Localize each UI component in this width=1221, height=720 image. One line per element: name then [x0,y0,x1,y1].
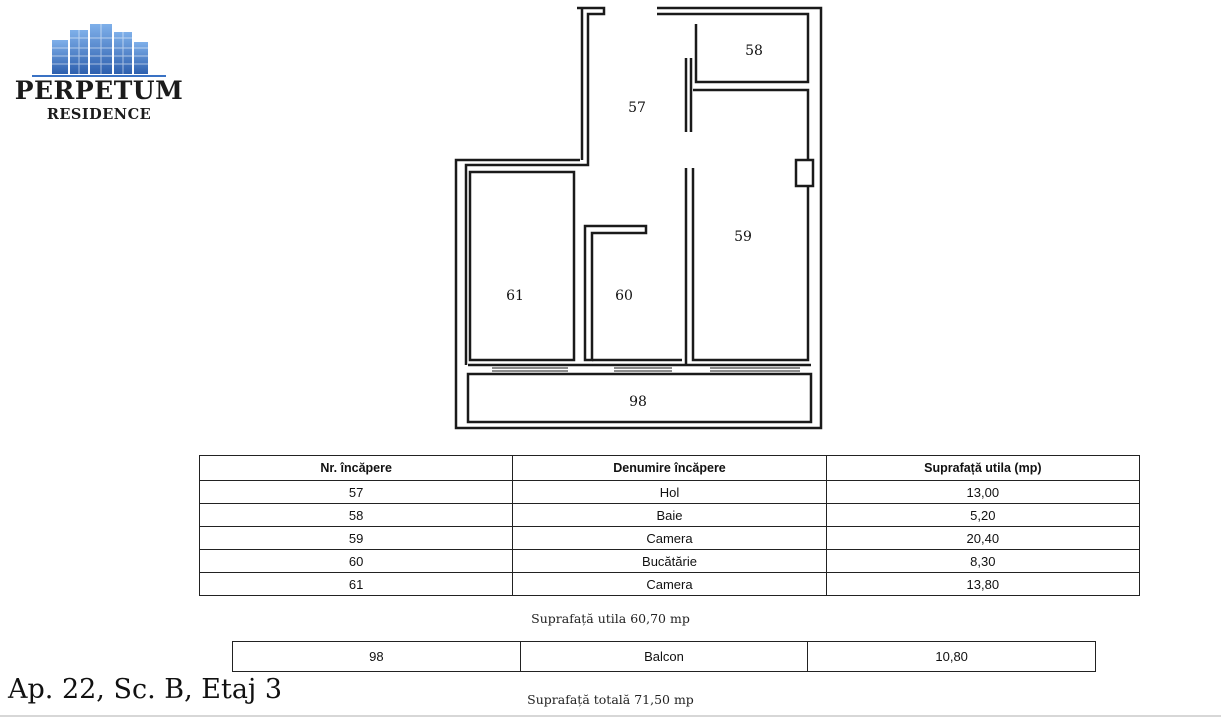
room-label-57: 57 [628,100,646,116]
table-row [200,481,1140,504]
table-row [200,527,1140,550]
table-row [200,550,1140,573]
room-label-58: 58 [745,43,763,59]
apartment-caption: Ap. 22, Sc. B, Etaj 3 [8,674,283,705]
brand-name: PERPETUM [14,76,184,105]
room-label-60: 60 [615,288,633,304]
useful-area-summary: Suprafață utila 60,70 mp [531,611,690,626]
room-name: Camera [513,573,826,596]
bottom-divider [0,715,1221,717]
room-label-59: 59 [734,229,752,245]
room-name: Camera [513,527,826,550]
room-area: 13,80 [826,573,1139,596]
room-area: 20,40 [826,527,1139,550]
table-row [200,504,1140,527]
room-area: 5,20 [826,504,1139,527]
brand-subtitle: RESIDENCE [46,106,152,123]
room-number: 60 [200,550,513,573]
table-row [233,642,1096,672]
header-room-name: Denumire încăpere [513,456,826,481]
room-label-61: 61 [506,288,524,304]
table-header-row [200,456,1140,481]
room-number: 59 [200,527,513,550]
room-number: 57 [200,481,513,504]
balcony-area: 10,80 [808,642,1096,672]
room-number: 58 [200,504,513,527]
room-area: 13,00 [826,481,1139,504]
balcony-table [232,641,1096,672]
room-area: 8,30 [826,550,1139,573]
room-name: Hol [513,481,826,504]
balcony-number: 98 [233,642,521,672]
header-room-area: Suprafață utila (mp) [826,456,1139,481]
rooms-table [199,455,1140,596]
total-area-summary: Suprafață totală 71,50 mp [527,692,694,707]
room-name: Baie [513,504,826,527]
table-row [200,573,1140,596]
room-name: Bucătărie [513,550,826,573]
balcony-name: Balcon [520,642,808,672]
room-number: 61 [200,573,513,596]
header-room-number: Nr. încăpere [200,456,513,481]
room-label-98: 98 [629,394,647,410]
